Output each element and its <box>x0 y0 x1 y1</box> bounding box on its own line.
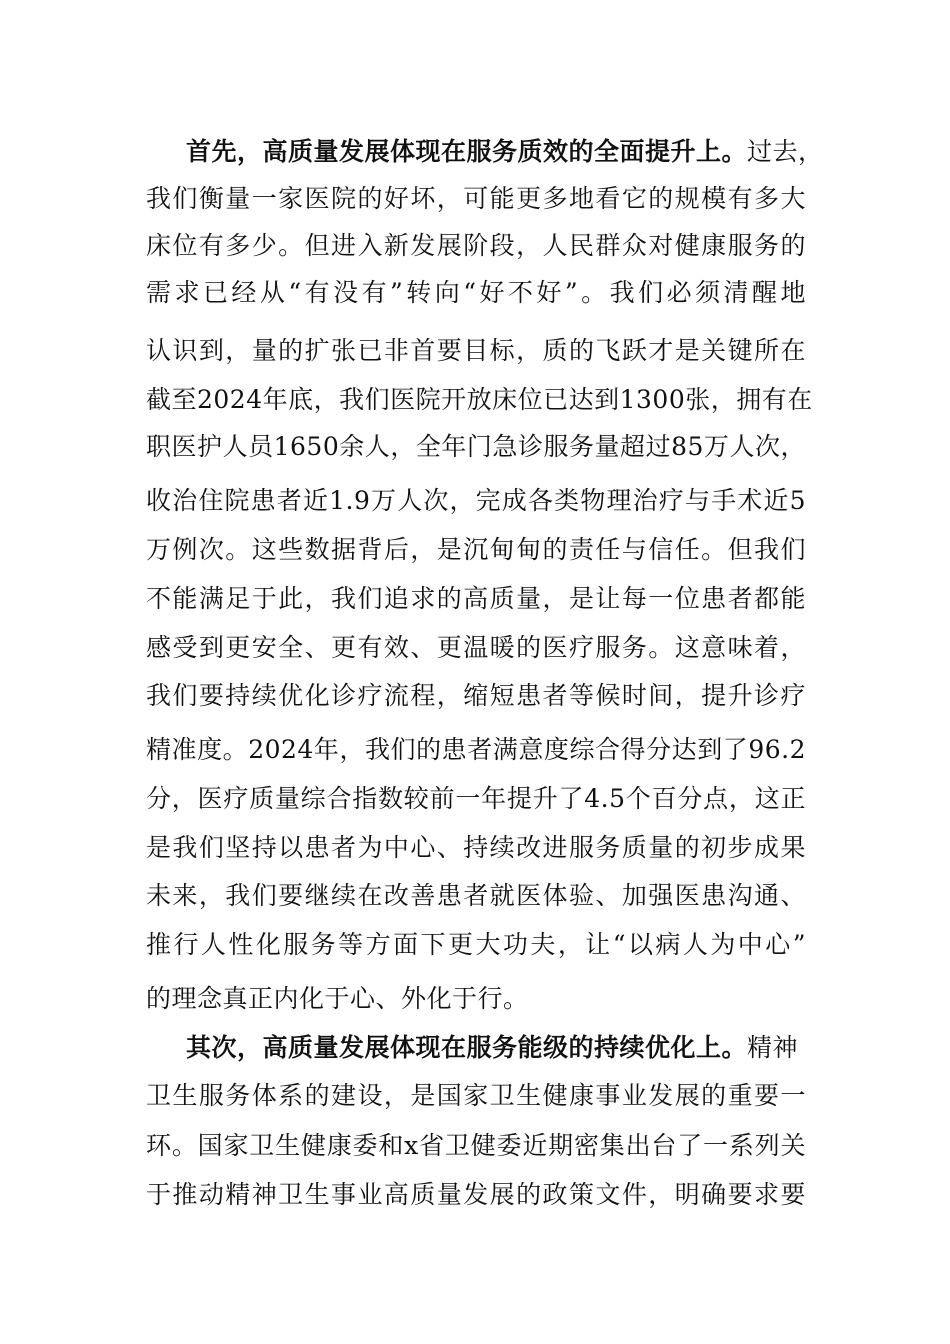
paragraph-1-line-2: 我们衡量一家医院的好坏，可能更多地看它的规模有多大 <box>146 184 806 213</box>
paragraph-1-line-4: 需求已经从“有没有”转向“好不好”。我们必须清醒地 <box>146 278 806 307</box>
paragraph-2-line-4: 于推动精神卫生事业高质量发展的政策文件，明确要求要 <box>146 1180 806 1209</box>
paragraph-2-line-1 <box>186 1032 806 1064</box>
paragraph-1-line-12: 我们要持续优化诊疗流程，缩短患者等候时间，提升诊疗 <box>146 681 806 710</box>
paragraph-2-line-3: 环。国家卫生健康委和x省卫健委近期密集出台了一系列关 <box>146 1131 806 1160</box>
paragraph-1-line-1-text: 过去， <box>747 137 824 166</box>
paragraph-1-line-13: 精准度。2024年，我们的患者满意度综合得分达到了96.2 <box>146 735 806 764</box>
paragraph-2-line-2: 卫生服务体系的建设，是国家卫生健康事业发展的重要一 <box>146 1081 806 1110</box>
paragraph-1-line-10: 不能满足于此，我们追求的高质量，是让每一位患者都能 <box>146 584 806 613</box>
paragraph-1-line-17: 推行人性化服务等方面下更大功夫，让“以病人为中心” <box>146 930 806 959</box>
paragraph-1-line-8: 收治住院患者近1.9万人次，完成各类物理治疗与手术近5 <box>146 486 806 515</box>
paragraph-1-line-9: 万例次。这些数据背后，是沉甸甸的责任与信任。但我们 <box>146 535 806 564</box>
paragraph-1-line-11: 感受到更安全、更有效、更温暖的医疗服务。这意味着， <box>146 633 806 662</box>
paragraph-1-lead-heading: 首先，高质量发展体现在服务质效的全面提升上。 <box>186 137 748 166</box>
paragraph-2-line-1-text: 精神 <box>747 1033 799 1062</box>
paragraph-1-line-18: 的理念真正内化于心、外化于行。 <box>146 984 529 1013</box>
paragraph-1-line-1 <box>186 136 824 168</box>
paragraph-2-lead-heading: 其次，高质量发展体现在服务能级的持续优化上。 <box>186 1033 748 1062</box>
paragraph-1-line-5: 认识到，量的扩张已非首要目标，质的飞跃才是关键所在 <box>146 336 806 365</box>
paragraph-1-line-3: 床位有多少。但进入新发展阶段，人民群众对健康服务的 <box>146 231 806 260</box>
paragraph-1-line-14: 分，医疗质量综合指数较前一年提升了4.5个百分点，这正 <box>146 784 806 813</box>
paragraph-1-line-15: 是我们坚持以患者为中心、持续改进服务质量的初步成果 <box>146 833 806 862</box>
paragraph-1-line-6: 截至2024年底，我们医院开放床位已达到1300张，拥有在 <box>146 385 813 414</box>
paragraph-1-line-16: 未来，我们要继续在改善患者就医体验、加强医患沟通、 <box>146 881 806 910</box>
paragraph-1-line-7: 职医护人员1650余人，全年门急诊服务量超过85万人次， <box>146 432 806 461</box>
